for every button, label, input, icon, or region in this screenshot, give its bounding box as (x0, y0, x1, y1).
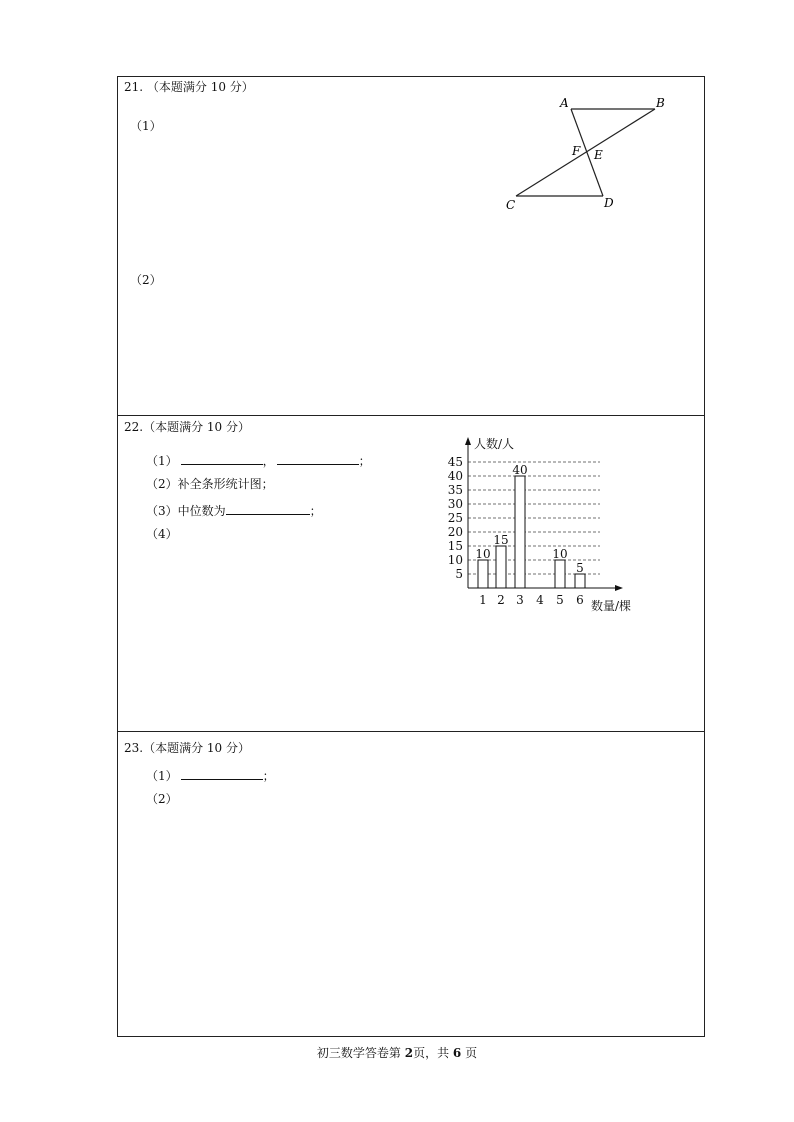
bar-value-label: 10 (552, 547, 568, 561)
section-divider (118, 731, 704, 732)
q22-bar-chart (428, 434, 648, 619)
answer-sheet-frame (117, 76, 705, 1037)
x-axis-title: 数量/棵 (591, 599, 632, 613)
bar-value-label: 40 (512, 463, 528, 477)
q21-header: 21. （本题满分 10 分） (124, 80, 254, 94)
y-tick-label: 15 (447, 539, 463, 553)
q23-part1-end: ； (262, 769, 275, 783)
x-tick-label: 1 (479, 593, 487, 607)
x-tick-label: 4 (536, 593, 544, 607)
bar (496, 546, 506, 588)
q22-header: 22.（本题满分 10 分） (124, 420, 250, 434)
y-tick-label: 30 (447, 497, 463, 511)
q22-answer-blank-1[interactable] (181, 452, 263, 465)
q21-part2-label: （2） (130, 273, 162, 287)
q22-answer-blank-2[interactable] (277, 452, 359, 465)
q22-part1-sep: ， (262, 454, 275, 468)
q22-part4: （4） (146, 527, 178, 541)
q21-geometry-figure (503, 91, 678, 216)
x-tick-label: 5 (556, 593, 564, 607)
q22-part1-end: ； (358, 454, 371, 468)
footer-suffix: 页 (461, 1046, 478, 1060)
q23-part1 (146, 767, 275, 783)
footer-middle: 页，共 (413, 1046, 453, 1060)
bar (478, 560, 488, 588)
segment-bc (516, 109, 655, 196)
y-tick-label: 25 (447, 511, 463, 525)
footer-prefix: 初三数学答卷第 (316, 1046, 405, 1060)
y-tick-label: 35 (447, 483, 463, 497)
q22-median-blank[interactable] (226, 502, 310, 515)
q21-part1-label: （1） (130, 119, 162, 133)
y-axis-title: 人数/人 (474, 437, 515, 451)
x-tick-label: 6 (576, 593, 584, 607)
bar (555, 560, 565, 588)
point-label-c: C (506, 198, 516, 212)
q23-part2: （2） (146, 792, 178, 806)
bar-value-label: 10 (475, 547, 491, 561)
bar (575, 574, 585, 588)
q23-answer-blank-1[interactable] (181, 767, 263, 780)
page-footer (0, 1046, 794, 1060)
x-tick-label: 2 (497, 593, 505, 607)
bar-value-label: 5 (576, 561, 584, 575)
y-tick-label: 5 (455, 567, 463, 581)
q22-part3-label: （3）中位数为 (146, 504, 226, 518)
x-tick-label: 3 (516, 593, 524, 607)
y-tick-label: 20 (447, 525, 463, 539)
q22-part1 (146, 452, 371, 468)
footer-page-number: 2 (404, 1046, 414, 1060)
q22-part2: （2）补全条形统计图； (146, 477, 274, 491)
bar (515, 476, 525, 588)
q23-header: 23.（本题满分 10 分） (124, 741, 250, 755)
point-label-e: E (594, 148, 603, 162)
section-divider (118, 415, 704, 416)
q22-part3-end: ； (309, 504, 322, 518)
q22-part1-label: （1） (146, 454, 178, 468)
y-tick-label: 45 (447, 455, 463, 469)
y-axis-arrow (465, 437, 471, 445)
q22-part3 (146, 502, 322, 518)
point-label-a: A (560, 96, 569, 110)
y-tick-label: 10 (447, 553, 463, 567)
bar-value-label: 15 (493, 533, 509, 547)
point-label-d: D (604, 196, 614, 210)
q23-part1-label: （1） (146, 769, 178, 783)
footer-total-pages: 6 (452, 1046, 462, 1060)
y-tick-label: 40 (447, 469, 463, 483)
x-axis-arrow (615, 585, 623, 591)
point-label-f: F (572, 144, 581, 158)
point-label-b: B (656, 96, 665, 110)
